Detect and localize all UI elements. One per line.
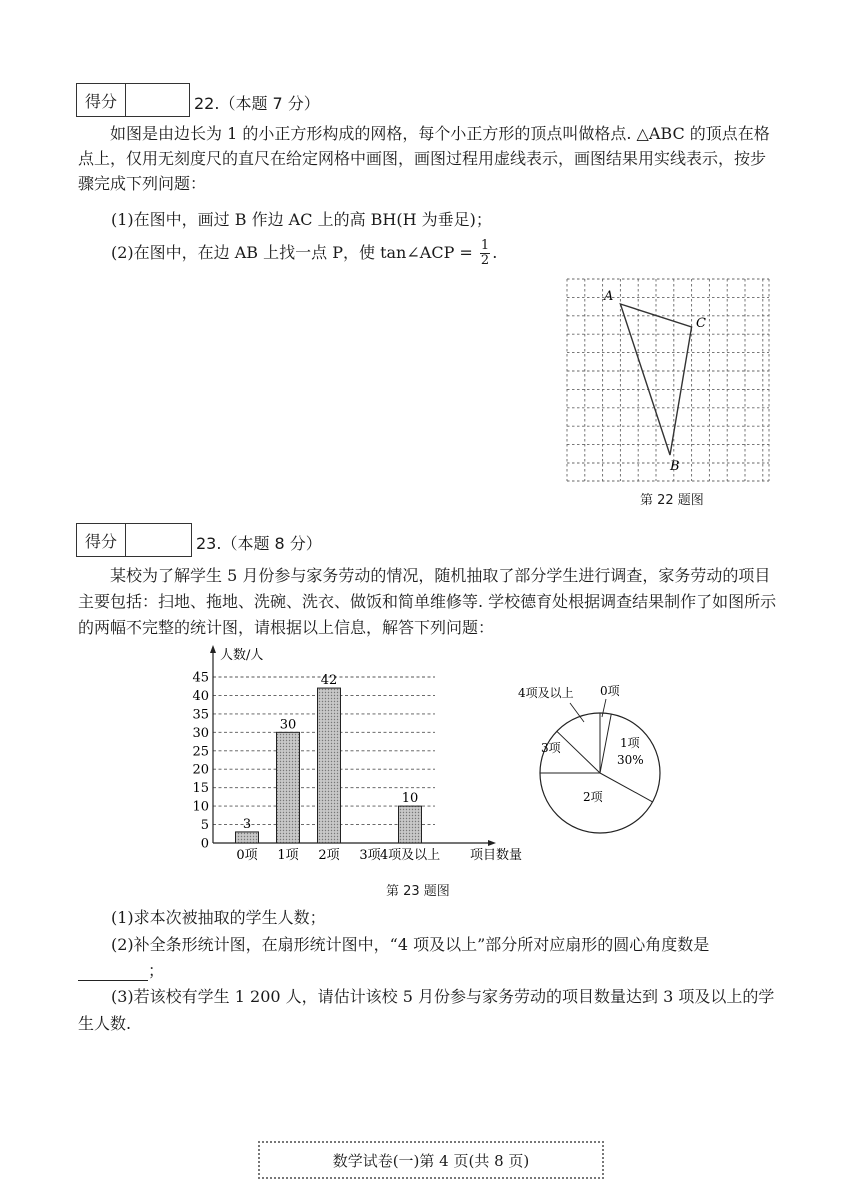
q22-figure-caption: 第 22 题图 xyxy=(640,493,704,508)
q22-part2-suffix: . xyxy=(492,243,498,262)
q23-question-2-text: (2)补全条形统计图，在扇形统计图中，“4 项及以上”部分所对应扇形的圆心角度数是 xyxy=(111,935,710,954)
q23-score-value-blank[interactable] xyxy=(126,524,191,556)
page-footer: 数学试卷(一)第 4 页(共 8 页) xyxy=(258,1141,604,1179)
q22-heading: 22.（本题 7 分） xyxy=(194,94,320,113)
bar-chart-y-ticks xyxy=(192,671,209,852)
y-axis-arrow xyxy=(210,645,216,653)
q22-part2-fraction xyxy=(480,239,490,268)
vertex-label-c: C xyxy=(696,316,706,331)
pie-label-3: 3项 xyxy=(541,741,561,755)
x-tick-label: 4项及以上 xyxy=(379,848,441,863)
q23-question-2-end: ； xyxy=(148,961,165,980)
y-tick-label: 30 xyxy=(192,725,209,741)
pie-label-1: 1项 xyxy=(620,736,640,750)
y-tick-label: 20 xyxy=(192,762,209,778)
q23-bar-chart xyxy=(180,643,540,873)
vertex-label-a: A xyxy=(604,289,614,304)
bar-data-label: 42 xyxy=(320,673,338,689)
y-tick-label: 45 xyxy=(192,670,209,686)
pie-label-1-percent: 30% xyxy=(617,753,644,767)
bar-chart-x-labels xyxy=(236,848,440,863)
y-tick-label: 15 xyxy=(192,781,209,797)
x-tick-label: 1项 xyxy=(277,848,299,863)
pie-label-2: 2项 xyxy=(583,790,603,804)
fraction-denominator: 2 xyxy=(480,253,490,268)
q22-part2 xyxy=(111,239,497,268)
x-tick-label: 3项 xyxy=(359,848,381,863)
q23-pie-chart xyxy=(510,675,695,850)
q23-score-box xyxy=(76,523,192,557)
bar-chart-ylabel: 人数/人 xyxy=(220,648,264,663)
x-tick-label: 0项 xyxy=(236,848,258,863)
answer-blank[interactable] xyxy=(78,966,148,981)
pie-label-0: 0项 xyxy=(600,684,620,698)
q23-question-1: (1)求本次被抽取的学生人数； xyxy=(111,908,326,927)
q23-question-2 xyxy=(111,932,709,955)
q23-question-3: (3)若该校有学生 1 200 人，请估计该校 5 月份参与家务劳动的项目数量达到 3 项及以上的学生人数. xyxy=(78,987,775,1033)
q22-score-label: 得分 xyxy=(77,84,126,116)
q23-heading: 23.（本题 8 分） xyxy=(196,534,322,553)
bar-chart-bars xyxy=(236,673,422,843)
bar-4 xyxy=(399,806,422,843)
q22-part2-prefix: (2)在图中，在边 AB 上找一点 P，使 tan∠ACP = xyxy=(111,243,473,262)
q22-part1: (1)在图中，画过 B 作边 AC 上的高 BH(H 为垂足)； xyxy=(111,210,492,229)
bar-1 xyxy=(277,732,300,843)
x-axis-arrow xyxy=(488,840,496,846)
y-tick-label: 0 xyxy=(200,836,209,852)
q22-score-value-blank[interactable] xyxy=(126,84,189,116)
x-tick-label: 2项 xyxy=(318,848,340,863)
q23-score-label: 得分 xyxy=(77,524,126,556)
y-tick-label: 35 xyxy=(192,707,209,723)
q22-score-box xyxy=(76,83,190,117)
bar-chart-xlabel: 项目数量 xyxy=(470,848,523,863)
bar-data-label: 30 xyxy=(279,717,297,733)
q23-intro: 某校为了解学生 5 月份参与家务劳动的情况，随机抽取了部分学生进行调查，家务劳动的项目主要包括：扫地、拖地、洗碗、洗衣、做饭和简单维修等. 学校德育处根据调查结果制作了如图所示的两幅不完整的统计图，请根据以上信息，解答下列问题： xyxy=(78,566,777,637)
y-tick-label: 10 xyxy=(192,799,209,815)
y-tick-label: 40 xyxy=(192,688,209,704)
q23-figure-caption: 第 23 题图 xyxy=(386,884,450,899)
bar-0 xyxy=(236,832,259,843)
bar-2 xyxy=(318,688,341,843)
pie-label-4plus: 4项及以上 xyxy=(518,686,574,700)
y-tick-label: 5 xyxy=(200,818,209,834)
bar-data-label: 10 xyxy=(401,791,419,807)
q22-grid-figure xyxy=(560,272,786,488)
bar-data-label: 3 xyxy=(242,816,252,832)
y-tick-label: 25 xyxy=(192,744,209,760)
q23-question-2-answer-line xyxy=(78,958,164,981)
vertex-label-b: B xyxy=(670,459,680,474)
q22-intro: 如图是由边长为 1 的小正方形构成的网格，每个小正方形的顶点叫做格点. △ABC 的顶点在格点上，仅用无刻度尺的直尺在给定网格中画图，画图过程用虚线表示，画图结果用实线表示，按步骤完成下列问题： xyxy=(78,124,770,193)
fraction-numerator: 1 xyxy=(480,238,490,253)
